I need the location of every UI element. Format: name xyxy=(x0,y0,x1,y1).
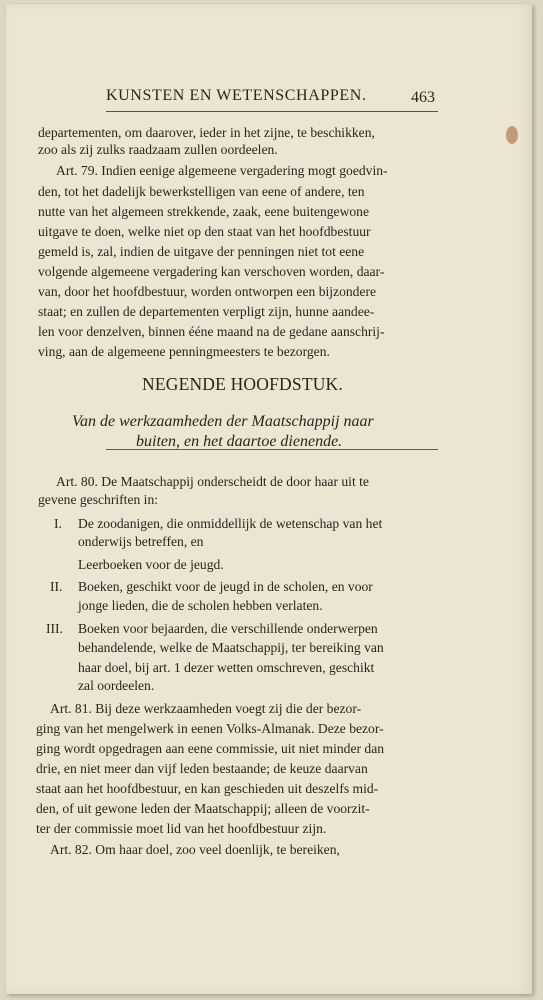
text-line: Art. 80. De Maatschappij onderscheidt de door haar uit te xyxy=(56,474,369,489)
running-title: KUNSTEN EN WETENSCHAPPEN. xyxy=(106,87,367,104)
list-number: II. xyxy=(50,579,63,594)
list-item-line: onderwijs betreffen, en xyxy=(78,534,204,549)
text-line: Art. 81. Bij deze werkzaamheden voegt zij die der bezor- xyxy=(50,701,362,716)
text-line: Art. 79. Indien eenige algemeene vergadering mogt goedvin- xyxy=(56,163,388,178)
text-line: ging wordt opgedragen aan eene commissie, uit niet minder dan xyxy=(36,741,385,756)
list-item-line: haar doel, bij art. 1 dezer wetten omschreven, geschikt xyxy=(78,660,375,675)
book-page xyxy=(6,4,532,994)
text-line: staat; en zullen de departementen verpligt zijn, hunne aandee- xyxy=(38,304,375,319)
text-line: nutte van het algemeen strekkende, zaak, eene buitengewone xyxy=(38,204,370,219)
chapter-title: NEGENDE HOOFDSTUK. xyxy=(142,374,343,394)
stain-mark xyxy=(506,126,518,144)
list-item-line: Leerboeken voor de jeugd. xyxy=(78,557,224,572)
text-line: volgende algemeene vergadering kan verschoven worden, daar- xyxy=(38,264,385,279)
page-number: 463 xyxy=(411,89,435,106)
text-line: drie, en niet meer dan vijf leden bestaande; de keuze daarvan xyxy=(36,761,368,776)
list-item-line: zal oordeelen. xyxy=(78,678,155,693)
chapter-subtitle: buiten, en het daartoe dienende. xyxy=(136,433,343,450)
list-number: III. xyxy=(46,621,63,636)
list-item-line: jonge lieden, die de scholen hebben verlaten. xyxy=(78,598,323,613)
text-line: van, door het hoofdbestuur, worden ontworpen een bijzondere xyxy=(38,284,377,299)
list-number: I. xyxy=(54,516,62,531)
text-line: ving, aan de algemeene penningmeesters te bezorgen. xyxy=(38,344,330,359)
text-line: Art. 82. Om haar doel, zoo veel doenlijk, te bereiken, xyxy=(50,842,340,857)
chapter-subtitle: Van de werkzaamheden der Maatschappij naar xyxy=(72,413,374,430)
text-line: staat aan het hoofdbestuur, en kan geschieden uit deszelfs mid- xyxy=(36,781,379,796)
list-item-line: Boeken, geschikt voor de jeugd in de scholen, en voor xyxy=(78,579,373,594)
text-line: departementen, om daarover, ieder in het zijne, te beschikken, xyxy=(38,125,375,140)
text-line: den, tot het dadelijk bewerkstelligen van eene of andere, ten xyxy=(38,184,365,199)
text-line: ging van het mengelwerk in eenen Volks-Almanak. Deze bezor- xyxy=(36,721,384,736)
text-line: len voor denzelven, binnen ééne maand na de gedane aanschrij- xyxy=(38,324,385,339)
list-item-line: behandelende, welke de Maatschappij, ter bereiking van xyxy=(78,640,384,655)
text-line: zoo als zij zulks raadzaam zullen oordeelen. xyxy=(38,142,278,157)
page-header xyxy=(106,87,438,112)
text-line: den, of uit gewone leden der Maatschappij; alleen de voorzit- xyxy=(36,801,370,816)
text-line: uitgave te doen, welke niet op den staat van het hoofdbestuur xyxy=(38,224,371,239)
list-item-line: Boeken voor bejaarden, die verschillende onderwerpen xyxy=(78,621,378,636)
text-line: gevene geschriften in: xyxy=(38,492,159,507)
text-line: ter der commissie moet lid van het hoofdbestuur zijn. xyxy=(36,821,327,836)
section-rule xyxy=(106,449,438,450)
text-line: gemeld is, zal, indien de uitgave der penningen niet tot eene xyxy=(38,244,365,259)
list-item-line: De zoodanigen, die onmiddellijk de wetenschap van het xyxy=(78,516,383,531)
